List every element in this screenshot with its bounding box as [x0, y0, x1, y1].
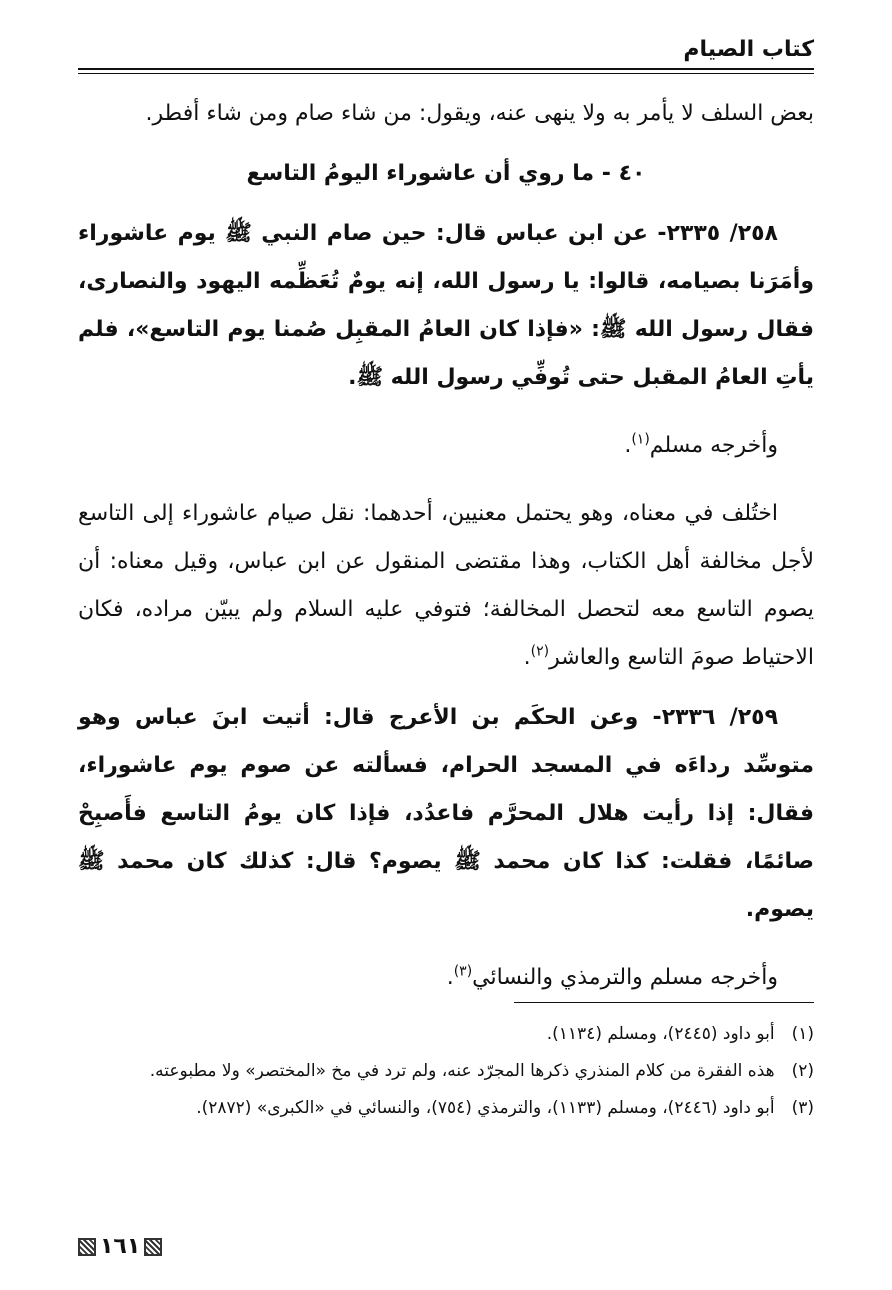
intro-paragraph: بعض السلف لا يأمر به ولا ينهى عنه، ويقول: من شاء صام ومن شاء أفطر. [145, 101, 814, 126]
commentary-text: اختُلف في معناه، وهو يحتمل معنيين، أحدهما: نقل صيام عاشوراء إلى التاسع لأجل مخالفة أهل الكتاب، وهذا مقتضى المنقول عن ابن عباس، وقيل معناه: أن يصوم التاسع معه لتحصل المخالفة؛ فتوفي عليه السلام ولم يبيّن مراده، فكان الاحتياط صومَ التاسع والعاشر [78, 501, 814, 670]
ornament-icon [144, 1238, 162, 1256]
header-rule-thin [78, 73, 814, 74]
hadith-259 [78, 694, 814, 934]
running-title: كتاب الصيام [683, 37, 814, 62]
hadith-258 [78, 210, 814, 402]
book-page [78, 34, 814, 1264]
footnote-item [78, 1055, 814, 1088]
footnotes [78, 1018, 814, 1129]
hadith-number: ٢٥٨/ ٢٣٣٥ [666, 221, 778, 246]
footnote-item [78, 1092, 814, 1125]
footnote-separator [514, 1002, 814, 1003]
footnote-ref: (٢) [530, 643, 550, 660]
takhrij-2: وأخرجه مسلم والترمذي والنسائي$^{(٣)}$. [446, 963, 778, 990]
footnote-mark: (٣) [791, 1098, 814, 1118]
header-rule-thick [78, 68, 814, 70]
takhrij-text: وأخرجه مسلم [649, 433, 778, 458]
footnote-ref: (٣) [453, 963, 473, 980]
hadith-text: - عن ابن عباس قال: حين صام النبي ﷺ يوم عاشوراء وأمَرَنا بصيامه، قالوا: يا رسول الله، إنه يومٌ تُعَظِّمه اليهود والنصارى، فقال رسول الله ﷺ: «فإذا كان العامُ المقبِل صُمنا يوم التاسع»، فلم يأتِ العامُ المقبل حتى تُوفِّي رسول الله ﷺ. [78, 221, 814, 390]
page-number-block [78, 1234, 162, 1260]
footnote-text: هذه الفقرة من كلام المنذري ذكرها المجرّد عنه، ولم ترد في مخ «المختصر» ولا مطبوعته. [149, 1061, 775, 1081]
footnote-text: أبو داود (٢٤٤٦)، ومسلم (١١٣٣)، والترمذي (٧٥٤)، والنسائي في «الكبرى» (٢٨٧٢). [196, 1098, 775, 1118]
hadith-text: - وعن الحكَم بن الأعرج قال: أتيت ابنَ عباس وهو متوسِّد رداءَه في المسجد الحرام، فسألته عن صوم يوم عاشوراء، فقال: إذا رأيت هلال المحرَّم فاعدُد، فإذا كان يومُ التاسع فأَصبِحْ صائمًا، فقلت: كذا كان محمد ﷺ يصوم؟ قال: كذلك كان محمد ﷺ يصوم. [78, 705, 814, 922]
footnote-text: أبو داود (٢٤٤٥)، ومسلم (١١٣٤). [546, 1024, 775, 1044]
footnote-ref: (١) [631, 431, 650, 448]
takhrij-1: وأخرجه مسلم$^{(١)}$. [624, 431, 778, 458]
commentary-paragraph: اختُلف في معناه، وهو يحتمل معنيين، أحدهما: نقل صيام عاشوراء إلى التاسع لأجل مخالفة أهل الكتاب، وهذا مقتضى المنقول عن ابن عباس، وقيل معناه: أن يصوم التاسع معه لتحصل المخالفة؛ فتوفي عليه السلام ولم يبيّن مراده، فكان الاحتياط صومَ التاسع والعاشر$^{(٢)}$. [78, 501, 814, 670]
footnote-item [78, 1018, 814, 1051]
hadith-number: ٢٥٩/ ٢٣٣٦ [661, 705, 779, 730]
page-number: ١٦١ [100, 1234, 141, 1259]
ornament-icon [78, 1238, 96, 1256]
main-text [78, 90, 814, 1002]
footnote-mark: (٢) [791, 1061, 814, 1081]
takhrij-text: وأخرجه مسلم والترمذي والنسائي [472, 965, 778, 990]
chapter-title: ٤٠ - ما روي أن عاشوراء اليومُ التاسع [246, 161, 646, 186]
footnote-mark: (١) [791, 1024, 814, 1044]
